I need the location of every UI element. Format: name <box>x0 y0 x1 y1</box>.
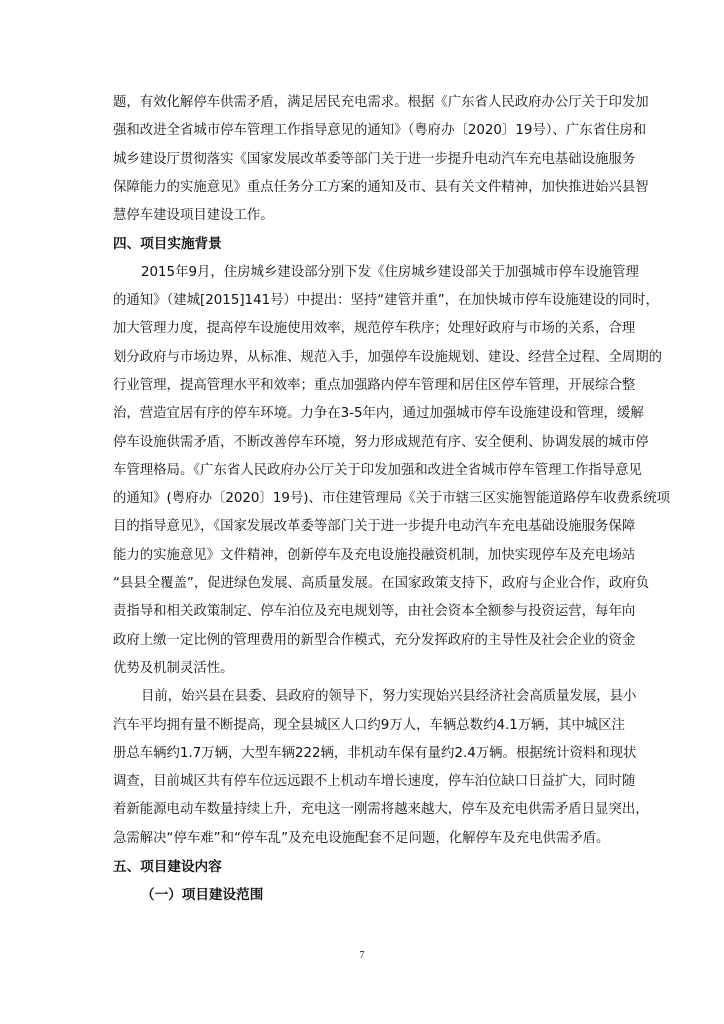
text-line: 行业管理，提高管理水平和效率；重点加强路内停车管理和居住区停车管理，开展综合整 <box>113 377 636 393</box>
text-line: 汽车平均拥有量不断提高，现全县城区人口约9万人，车辆总数约4.1万辆，其中城区注 <box>113 717 625 733</box>
text-line: 册总车辆约1.7万辆，大型车辆222辆，非机动车保有量约2.4万辆。根据统计资料和现状 <box>113 745 637 761</box>
text-line: 加大管理力度，提高停车设施使用效率，规范停车秩序；处理好政府与市场的关系，合理 <box>113 321 636 337</box>
section-heading: 五、项目建设内容 <box>113 859 222 876</box>
text-line: “县县全覆盖”，促进绿色发展、高质量发展。在国家政策支持下，政府与企业合作，政府负 <box>113 576 650 592</box>
text-line: 调查，目前城区共有停车位远远跟不上机动车增长速度，停车泊位缺口日益扩大，同时随 <box>113 774 636 790</box>
paragraph <box>113 89 649 230</box>
text-line: 慧停车建设项目建设工作。 <box>113 208 274 224</box>
text-line: 强和改进全省城市停车管理工作指导意见的通知》（粤府办〔2020〕19号）、广东省住房和 <box>113 123 647 139</box>
text-line: 划分政府与市场边界，从标准、规范入手，加强停车设施规划、建设、经营全过程、全周期的 <box>113 349 663 365</box>
text-line: 题，有效化解停车供需矛盾，满足居民充电需求。根据《广东省人民政府办公厅关于印发加 <box>113 95 649 110</box>
text-line: 能力的实施意见》文件精神，创新停车及充电设施投融资机制，加快实现停车及充电场站 <box>113 547 636 563</box>
text-line: 的通知》（建城[2015]141号）中提出：坚持“建管并重”，在加快城市停车设施建设的同时， <box>113 293 659 309</box>
text-line: 停车设施供需矛盾，不断改善停车环境，努力形成规范有序、安全便利、协调发展的城市停 <box>113 434 649 450</box>
paragraph <box>113 259 671 683</box>
text-line: 车管理格局。《广东省人民政府办公厅关于印发加强和改进全省城市停车管理工作指导意见 <box>113 462 642 478</box>
text-line: 2015年9月，住房城乡建设部分别下发《住房城乡建设部关于加强城市停车设施管理 <box>141 264 639 280</box>
paragraph <box>113 683 649 853</box>
text-line: 优势及机制灵活性。 <box>113 660 234 676</box>
text-line: 治，营造宜居有序的停车环境。力争在3-5年内，通过加强城市停车设施建设和管理，缓解 <box>113 406 644 422</box>
text-line: 着新能源电动车数量持续上升，充电这一刚需将越来越大，停车及充电供需矛盾日显突出， <box>113 802 649 818</box>
text-line: 目的指导意见》，《国家发展改革委等部门关于进一步提升电动汽车充电基础设施服务保障 <box>113 519 636 535</box>
text-line: 急需解决“停车难”和“停车乱”及充电设施配套不足问题，化解停车及充电供需矛盾。 <box>113 830 610 846</box>
page-number: 7 <box>359 950 365 961</box>
text-line: 责指导和相关政策制定、停车泊位及充电规划等，由社会资本全额参与投资运营，每年向 <box>113 604 636 620</box>
text-line: 目前，始兴县在县委、县政府的领导下，努力实现始兴县经济社会高质量发展，县小 <box>141 689 637 705</box>
text-line: 政府上缴一定比例的管理费用的新型合作模式，充分发挥政府的主导性及社会企业的资金 <box>113 632 636 648</box>
document-body <box>113 89 671 910</box>
text-line: 城乡建设厅贯彻落实《国家发展改革委等部门关于进一步提升电动汽车充电基础设施服务 <box>113 151 636 167</box>
text-line: 的通知》(粤府办〔2020〕19号)、市住建管理局《关于市辖三区实施智能道路停车收费系统项 <box>113 491 671 507</box>
section-subheading: （一）项目建设范围 <box>141 887 264 904</box>
text-line: 保障能力的实施意见》重点任务分工方案的通知及市、县有关文件精神，加快推进始兴县智 <box>113 179 649 195</box>
section-heading: 四、项目实施背景 <box>113 236 222 253</box>
